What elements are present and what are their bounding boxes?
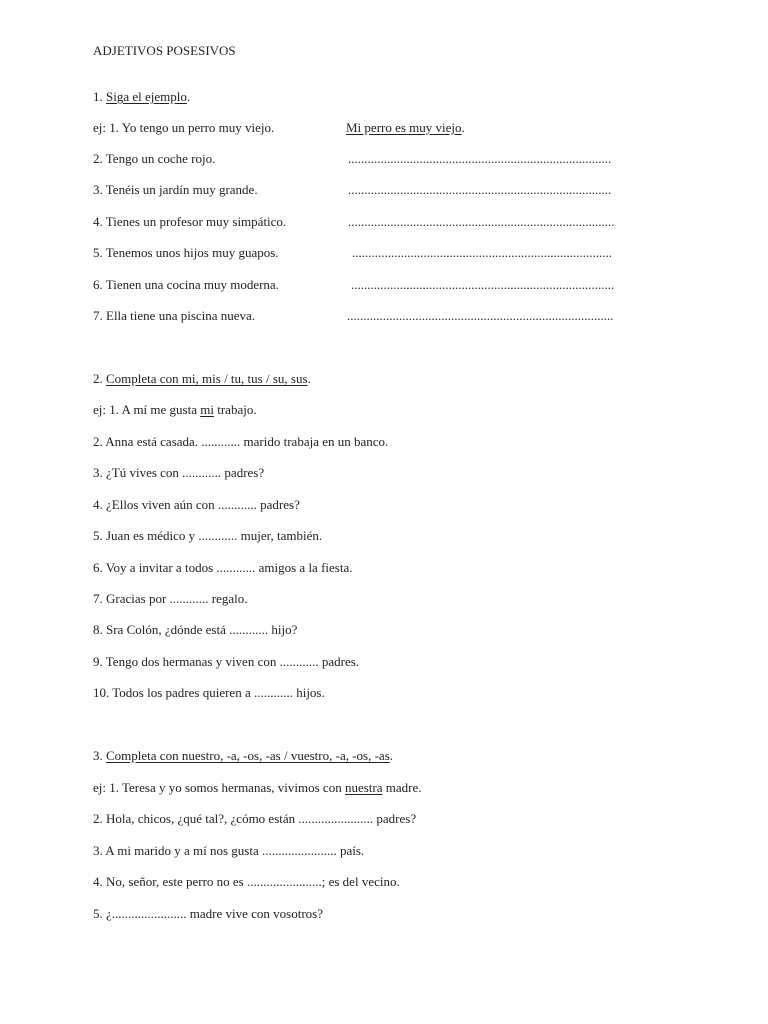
section3-example <box>93 780 421 796</box>
section1-item-blank: ................................................................................. <box>351 277 615 292</box>
section3-example-pre: ej: 1. Teresa y yo somos hermanas, vivimos con <box>93 780 345 795</box>
section1-item-prompt: 6. Tienen una cocina muy moderna. <box>93 277 279 292</box>
section1-item-blank: ................................................................................. <box>348 151 612 166</box>
section3-item: 5. ¿....................... madre vive con vosotros? <box>93 906 323 921</box>
section1-example-prompt: ej: 1. Yo tengo un perro muy viejo. <box>93 120 275 135</box>
section2-item: 5. Juan es médico y ............ mujer, también. <box>93 528 323 543</box>
section3-example-word: nuestra <box>344 780 383 795</box>
section1-heading-text: Siga el ejemplo <box>106 89 187 104</box>
section2-item: 6. Voy a invitar a todos ............ amigos a la fiesta. <box>93 560 353 575</box>
section1-item-blank: ................................................................................ <box>352 245 612 260</box>
section1-item-prompt: 5. Tenemos unos hijos muy guapos. <box>93 245 279 260</box>
section2-item: 2. Anna está casada. ............ marido trabaja en un banco. <box>93 434 389 449</box>
section1-heading <box>93 89 190 105</box>
section1-item-prompt: 4. Tienes un profesor muy simpático. <box>93 214 287 229</box>
section3-number: 3. <box>93 748 106 763</box>
section2-item: 3. ¿Tú vives con ............ padres? <box>93 465 265 480</box>
worksheet-title: ADJETIVOS POSESIVOS <box>93 43 236 58</box>
section2-item: 9. Tengo dos hermanas y viven con ............ padres. <box>93 654 360 669</box>
section3-heading <box>93 748 393 764</box>
section1-item-prompt: 3. Tenéis un jardín muy grande. <box>93 182 258 197</box>
section3-item: 2. Hola, chicos, ¿qué tal?, ¿cómo están ....................... padres? <box>93 811 417 826</box>
section2-number: 2. <box>93 371 106 386</box>
section2-item: 7. Gracias por ............ regalo. <box>93 591 248 606</box>
section2-example-word: mi <box>200 402 214 417</box>
section1-example-answer-punct: . <box>461 120 465 135</box>
section1-item-prompt: 2. Tengo un coche rojo. <box>93 151 216 166</box>
section2-example-post: trabajo. <box>213 402 257 417</box>
section2-example-pre: ej: 1. A mí me gusta <box>93 402 201 417</box>
section1-item-prompt: 7. Ella tiene una piscina nueva. <box>93 308 256 323</box>
section1-item-blank: .................................................................................. <box>348 214 615 229</box>
section2-example <box>93 402 257 418</box>
section1-heading-punct: . <box>186 89 191 104</box>
section3-item: 3. A mi marido y a mí nos gusta ....................... país. <box>93 843 365 858</box>
section1-example-answer <box>346 120 465 136</box>
section1-number: 1. <box>93 89 106 104</box>
section2-heading <box>93 371 311 387</box>
section3-item: 4. No, señor, este perro no es .......................; es del vecino. <box>93 874 400 889</box>
section3-example-post: madre. <box>382 780 422 795</box>
section3-heading-text: Completa con nuestro, -a, -os, -as / vuestro, -a, -os, -as <box>106 748 390 763</box>
section1-item-blank: .................................................................................. <box>347 308 614 323</box>
section2-item: 8. Sra Colón, ¿dónde está ............ hijo? <box>93 622 298 637</box>
section3-heading-punct: . <box>389 748 394 763</box>
section2-heading-punct: . <box>307 371 311 386</box>
section1-item-blank: ................................................................................. <box>348 182 612 197</box>
section2-heading-text: Completa con mi, mis / tu, tus / su, sus <box>106 371 308 386</box>
section1-example-answer-text: Mi perro es muy viejo <box>346 120 462 135</box>
section2-item: 4. ¿Ellos viven aún con ............ padres? <box>93 497 300 512</box>
section2-item: 10. Todos los padres quieren a ............ hijos. <box>93 685 325 700</box>
